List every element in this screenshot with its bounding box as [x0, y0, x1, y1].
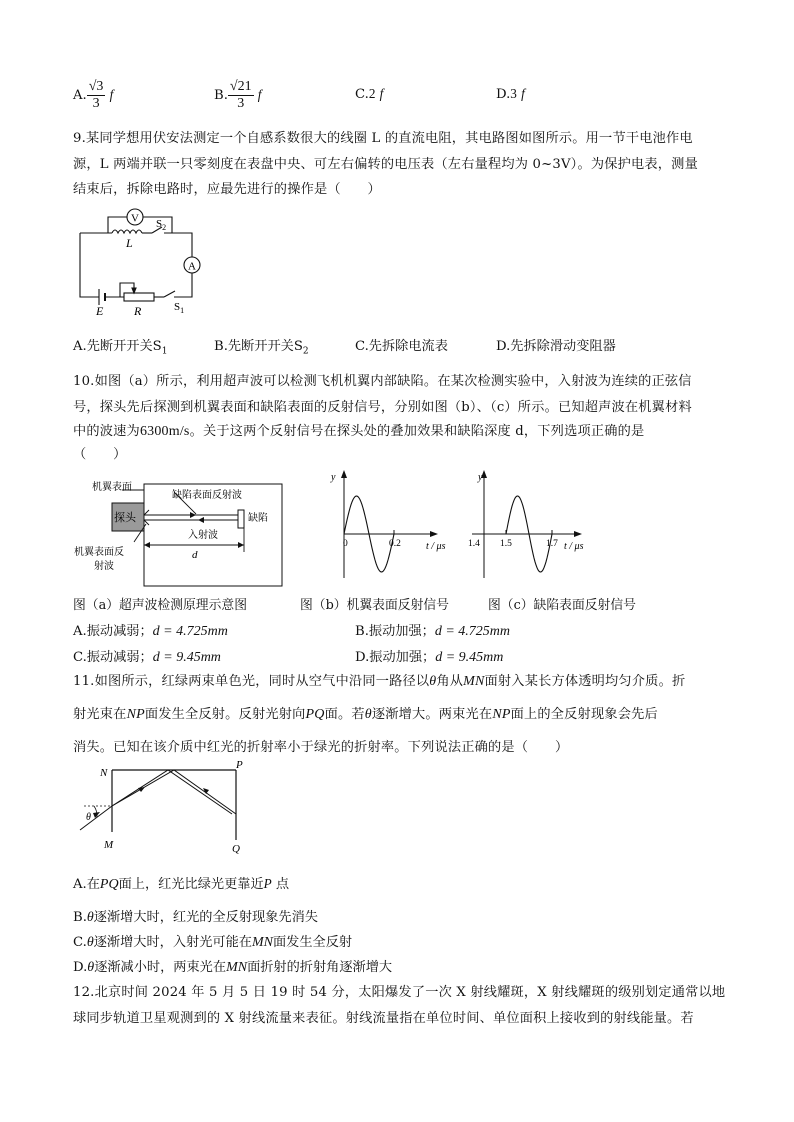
q10-stem-line-3: 中的波速为6300m/s。关于这两个反射信号在探头处的叠加效果和缺陷深度 d，下列选项正确的是: [73, 424, 645, 439]
q10-option-b[interactable]: B.振动加强；d = 4.725mm: [355, 624, 510, 639]
label-depth-d: d: [192, 549, 198, 561]
inductor-label: L: [126, 236, 133, 250]
q12-stem-line-2: 球同步轨道卫星观测到的 X 射线流量来表征。射线流量指在单位时间、单位面积上接收到的射线能量。若: [73, 1011, 694, 1026]
label-defect-reflect: 缺陷表面反射波: [172, 490, 242, 501]
q9-stem-line-1: 9.某同学想用伏安法测定一个自感系数很大的线圈 L 的直流电阻，其电路图如图所示。用一节干电池作电: [73, 131, 693, 146]
q9-option-b[interactable]: B.先断开开关$S_2$: [214, 339, 309, 357]
q9-option-a[interactable]: A.先断开开关$S_1$: [73, 339, 168, 357]
tick-label: 1.4: [468, 539, 480, 549]
fraction: $\frac{√21}{3}$: [229, 79, 252, 111]
q9-option-c[interactable]: C.先拆除电流表: [355, 339, 448, 354]
label-wing-surface: 机翼表面: [92, 482, 132, 493]
q8-option-c[interactable]: C.2 f: [355, 86, 384, 102]
q11-option-b[interactable]: B.θ逐渐增大时，红光的全反射现象先消失: [73, 910, 318, 925]
caption-fig-c: 图（c）缺陷表面反射信号: [488, 598, 636, 613]
q11-option-c[interactable]: C.θ逐渐增大时，入射光可能在MN面发生全反射: [73, 935, 353, 950]
q9-stem-line-2: 源，L 两端并联一只零刻度在表盘中央、可左右偏转的电压表（左右量程均为 0~3V）。为保护电表，测量: [73, 157, 698, 172]
tick-label: 1.7: [546, 539, 558, 549]
q12-stem-line-1: 12.北京时间 2024 年 5 月 5 日 19 时 54 分，太阳爆发了一次 X 射线耀斑，X 射线耀斑的级别划定通常以地: [73, 985, 726, 1000]
voltmeter-label: V: [131, 212, 139, 225]
q9-option-d[interactable]: D.先拆除滑动变阻器: [496, 339, 616, 354]
q11-option-a[interactable]: A.在PQ面上，红光比绿光更靠近P 点: [73, 876, 290, 892]
angle-theta-label: θ: [86, 812, 91, 823]
q11-prism-diagram: [72, 760, 252, 856]
caption-fig-a: 图（a）超声波检测原理示意图: [73, 598, 247, 613]
switch-s1-label: $S_1$: [174, 301, 185, 315]
fraction: $\frac{√3}{3}$: [88, 79, 104, 111]
q10-option-a[interactable]: A.振动减弱；d = 4.725mm: [73, 624, 228, 639]
axis-y-label: y: [331, 472, 336, 483]
tick-label: 0.2: [389, 539, 401, 549]
ammeter-label: A: [188, 260, 196, 273]
q10-stem-line-4: （ ）: [73, 447, 127, 462]
q10-figure-c: [466, 466, 594, 584]
q8-option-d[interactable]: D.3 f: [496, 86, 525, 102]
label-wing-reflect-1: 机翼表面反: [74, 547, 124, 558]
q8-option-b[interactable]: B. $\frac{√21}{3}$ f: [214, 79, 262, 111]
q11-option-d[interactable]: D.θ逐渐减小时，两束光在MN面折射的折射角逐渐增大: [73, 960, 393, 975]
q10-option-d[interactable]: D.振动加强；d = 9.45mm: [355, 650, 504, 665]
q10-stem-line-2: 号，探头先后探测到机翼表面和缺陷表面的反射信号，分别如图（b）、（c）所示。已知超声波在机翼材料: [73, 400, 692, 415]
q9-stem-line-3: 结束后，拆除电路时，应最先进行的操作是（ ）: [73, 182, 381, 197]
q11-stem-line-1: 11.如图所示，红绿两束单色光，同时从空气中沿同一路径以θ角从MN面射入某长方体透明均匀介质。折: [73, 674, 686, 689]
q11-stem-line-2: 射光束在NP面发生全反射。反射光射向PQ面。若θ逐渐增大。两束光在NP面上的全反射现象会先后: [73, 707, 658, 722]
tick-label: 0: [343, 539, 348, 549]
q10-figure-a: [74, 470, 286, 588]
label-probe: 探头: [114, 512, 136, 524]
q10-figure-b: [326, 466, 446, 584]
q8-option-a[interactable]: A. $\frac{√3}{3}$ f: [73, 79, 114, 111]
q10-stem-line-1: 10.如图（a）所示，利用超声波可以检测飞机机翼内部缺陷。在某次检测实验中，入射波为连续的正弦信: [73, 374, 692, 389]
axis-t-label: t / μs: [564, 541, 584, 552]
caption-fig-b: 图（b）机翼表面反射信号: [300, 598, 449, 613]
label-incident: 入射波: [188, 530, 218, 541]
q10-option-c[interactable]: C.振动减弱；d = 9.45mm: [73, 650, 221, 665]
switch-s2-label: $S_2$: [156, 218, 167, 232]
label-wing-reflect-2: 射波: [94, 561, 114, 572]
q9-circuit-diagram: [72, 203, 212, 315]
battery-label: E: [96, 304, 104, 315]
vertex-n-label: N: [100, 767, 108, 779]
rheostat-label: R: [134, 304, 142, 315]
q11-stem-line-3: 消失。已知在该介质中红光的折射率小于绿光的折射率。下列说法正确的是（ ）: [73, 740, 569, 755]
tick-label: 1.5: [500, 539, 512, 549]
axis-t-label: t / μs: [426, 541, 446, 552]
vertex-p-label: P: [236, 760, 243, 771]
axis-y-label: y: [478, 472, 483, 483]
vertex-m-label: M: [104, 839, 114, 851]
vertex-q-label: Q: [232, 843, 240, 855]
label-defect: 缺陷: [248, 513, 268, 524]
